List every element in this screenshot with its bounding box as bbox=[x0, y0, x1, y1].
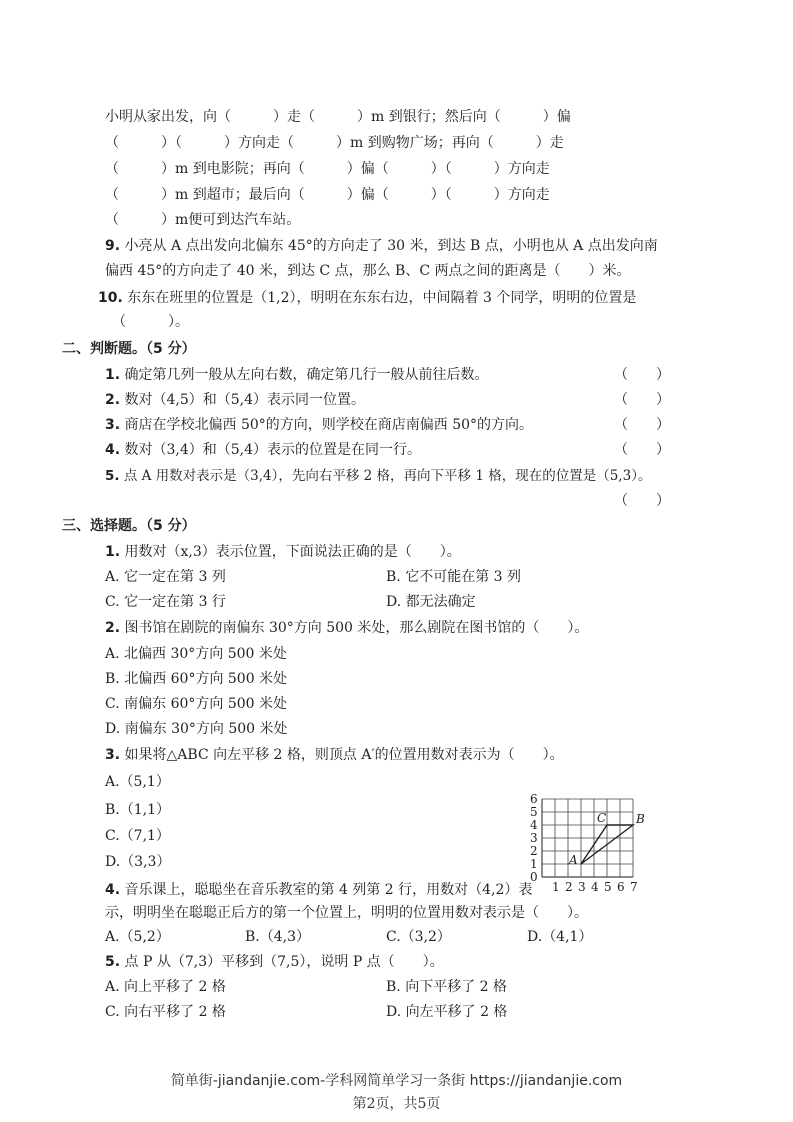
section-title-choice: 三、选择题。（5 分） bbox=[62, 518, 196, 534]
question-number: 4. bbox=[105, 882, 121, 898]
option-a[interactable]: A. 向上平移了 2 格 bbox=[105, 979, 226, 995]
question-text: 音乐课上，聪聪坐在音乐教室的第 4 列第 2 行，用数对（4,2）表 bbox=[124, 882, 533, 898]
axis-labels bbox=[530, 792, 638, 894]
y-tick-label: 4 bbox=[530, 818, 538, 832]
y-tick-label: 2 bbox=[530, 844, 538, 858]
x-tick-label: 3 bbox=[578, 880, 586, 894]
judge-item-1 bbox=[105, 365, 489, 385]
option-c[interactable]: C. 向右平移了 2 格 bbox=[105, 1004, 226, 1020]
item-text: 点 A 用数对表示是（3,4），先向右平移 2 格，再向下平移 1 格，现在的位置是（5,3）。 bbox=[123, 468, 652, 484]
option-d[interactable]: D. 都无法确定 bbox=[386, 594, 476, 610]
option-b[interactable]: B. 北偏西 60°方向 500 米处 bbox=[105, 671, 288, 687]
question-9-line2: 偏西 45°的方向走了 40 米，到达 C 点，那么 B、C 两点之间的距离是（ ）米。 bbox=[105, 263, 631, 279]
footer-watermark: 简单街-jiandanjie.com-学科网简单学习一条街 https://jiandanjie.com bbox=[170, 1073, 623, 1089]
question-text: 用数对（x,3）表示位置，下面说法正确的是（ ）。 bbox=[124, 544, 461, 560]
option-b[interactable]: B. 它不可能在第 3 列 bbox=[386, 569, 521, 585]
question-text: 图书馆在剧院的南偏东 30°方向 500 米处，那么剧院在图书馆的（ ）。 bbox=[124, 620, 589, 636]
question-text: 小亮从 A 点出发向北偏东 45°的方向走了 30 米，到达 B 点，小明也从 A 点出发向南 bbox=[124, 238, 658, 254]
grid-lines bbox=[542, 799, 633, 877]
fill-line-1: 小明从家出发，向（ ）走（ ）m 到银行；然后向（ ）偏 bbox=[105, 109, 571, 125]
option-d[interactable]: D.（4,1） bbox=[527, 929, 593, 945]
choice-question-2 bbox=[105, 618, 588, 638]
question-text: 点 P 从（7,3）平移到（7,5），说明 P 点（ ）。 bbox=[124, 954, 444, 970]
question-text: 东东在班里的位置是（1,2），明明在东东右边，中间隔着 3 个同学，明明的位置是 bbox=[127, 290, 637, 306]
x-tick-label: 5 bbox=[604, 880, 612, 894]
question-number: 3. bbox=[105, 747, 121, 763]
choice-question-5 bbox=[105, 952, 444, 972]
question-10 bbox=[98, 288, 636, 308]
option-a[interactable]: A. 它一定在第 3 列 bbox=[105, 569, 226, 585]
option-d[interactable]: D.（3,3） bbox=[105, 854, 171, 870]
option-d[interactable]: D. 南偏东 30°方向 500 米处 bbox=[105, 721, 288, 737]
answer-paren[interactable]: （ ） bbox=[614, 367, 670, 383]
fill-line-4: （ ）m 到超市；最后向（ ）偏（ ）（ ）方向走 bbox=[105, 187, 550, 203]
item-text: 数对（4,5）和（5,4）表示同一位置。 bbox=[124, 392, 366, 408]
point-labels bbox=[568, 811, 645, 867]
x-tick-label: 4 bbox=[591, 880, 599, 894]
judge-item-3 bbox=[105, 415, 533, 435]
point-label-c: C bbox=[597, 811, 607, 825]
answer-paren[interactable]: （ ） bbox=[614, 442, 670, 458]
point-label-a: A bbox=[569, 853, 578, 867]
option-b[interactable]: B.（4,3） bbox=[245, 929, 311, 945]
judge-item-2 bbox=[105, 390, 365, 410]
judge-item-4 bbox=[105, 440, 421, 460]
y-tick-label: 6 bbox=[530, 792, 538, 806]
item-text: 商店在学校北偏西 50°的方向，则学校在商店南偏西 50°的方向。 bbox=[124, 417, 534, 433]
option-b[interactable]: B.（1,1） bbox=[105, 802, 171, 818]
item-number: 1. bbox=[105, 367, 121, 383]
choice-question-3 bbox=[105, 745, 564, 765]
question-number: 2. bbox=[105, 620, 121, 636]
option-a[interactable]: A. 北偏西 30°方向 500 米处 bbox=[105, 646, 287, 662]
option-b[interactable]: B. 向下平移了 2 格 bbox=[386, 979, 507, 995]
choice-question-4-line2: 示，明明坐在聪聪正后方的第一个位置上，明明的位置用数对表示是（ ）。 bbox=[105, 905, 588, 921]
item-text: 确定第几列一般从左向右数，确定第几行一般从前往后数。 bbox=[124, 367, 489, 383]
y-tick-label: 3 bbox=[530, 831, 538, 845]
point-label-b: B bbox=[636, 812, 645, 826]
section-title-judge: 二、判断题。（5 分） bbox=[62, 341, 196, 357]
item-number: 2. bbox=[105, 392, 121, 408]
item-text: 数对（3,4）和（5,4）表示的位置是在同一行。 bbox=[124, 442, 422, 458]
option-c[interactable]: C.（7,1） bbox=[105, 828, 170, 844]
choice-question-4 bbox=[105, 880, 532, 900]
question-number: 9. bbox=[105, 238, 121, 254]
page-number: 第2页，共5页 bbox=[352, 1096, 441, 1112]
fill-line-2: （ ）（ ）方向走（ ）m 到购物广场；再向（ ）走 bbox=[105, 135, 564, 151]
option-a[interactable]: A.（5,1） bbox=[105, 774, 170, 790]
question-9 bbox=[105, 236, 658, 256]
question-number: 1. bbox=[105, 544, 121, 560]
answer-paren[interactable]: （ ） bbox=[614, 417, 670, 433]
y-tick-label: 1 bbox=[530, 857, 538, 871]
item-number: 3. bbox=[105, 417, 121, 433]
question-10-line2: （ ）。 bbox=[112, 314, 189, 330]
item-number: 5. bbox=[105, 468, 120, 484]
y-tick-label: 5 bbox=[530, 805, 538, 819]
x-tick-label: 6 bbox=[617, 880, 625, 894]
choice-question-1 bbox=[105, 542, 461, 562]
option-d[interactable]: D. 向左平移了 2 格 bbox=[386, 1004, 508, 1020]
answer-paren[interactable]: （ ） bbox=[614, 493, 670, 509]
x-tick-label: 1 bbox=[552, 880, 560, 894]
option-a[interactable]: A.（5,2） bbox=[105, 929, 170, 945]
option-c[interactable]: C. 它一定在第 3 行 bbox=[105, 594, 226, 610]
question-text: 如果将△ABC 向左平移 2 格，则顶点 A′的位置用数对表示为（ ）。 bbox=[124, 747, 564, 763]
option-c[interactable]: C. 南偏东 60°方向 500 米处 bbox=[105, 696, 287, 712]
coordinate-grid-figure bbox=[525, 776, 675, 896]
x-tick-label: 2 bbox=[565, 880, 573, 894]
answer-paren[interactable]: （ ） bbox=[614, 392, 670, 408]
x-tick-label: 0 bbox=[530, 870, 538, 884]
question-number: 10. bbox=[98, 290, 123, 306]
item-number: 4. bbox=[105, 442, 121, 458]
judge-item-5 bbox=[105, 466, 651, 486]
option-c[interactable]: C.（3,2） bbox=[386, 929, 451, 945]
fill-line-5: （ ）m便可到达汽车站。 bbox=[105, 212, 301, 228]
x-tick-label: 7 bbox=[630, 880, 638, 894]
question-number: 5. bbox=[105, 954, 121, 970]
fill-line-3: （ ）m 到电影院；再向（ ）偏（ ）（ ）方向走 bbox=[105, 161, 550, 177]
